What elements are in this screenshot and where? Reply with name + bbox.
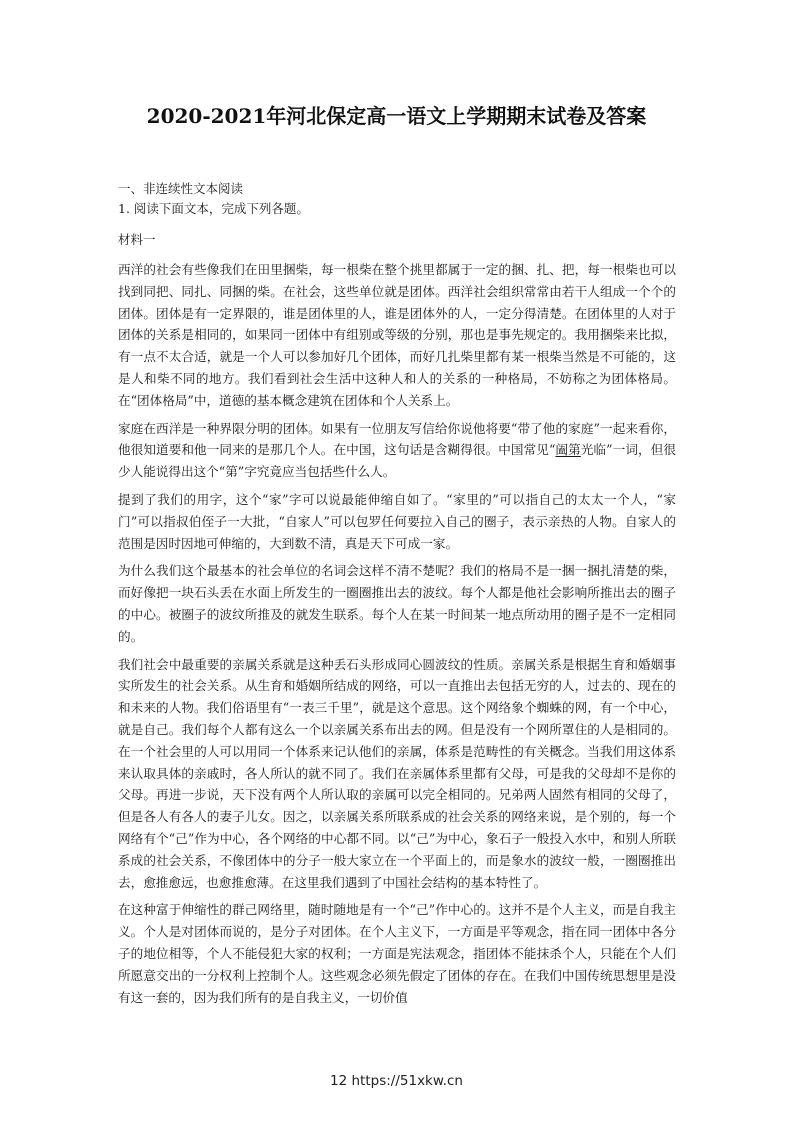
paragraph-family-text-after: 光临”一词，但很少人能说得出这个“第”字究竟应当包括些什么人。 [118, 442, 676, 480]
paragraph-ripple-pattern: 为什么我们这个最基本的社会单位的名词会这样不清不楚呢？我们的格局不是一捆一捆扎清楚的柴，而好像把一块石头丢在水面上所发生的一圈圈推出去的波纹。每个人都是他社会影响所推出去的圈子的中心。被圈子的波纹所推及的就发生联系。每个人在某一时间某一地点所动用的圈子是不一定相同的。 [118, 563, 676, 644]
section-heading: 一、非连续性文本阅读 [118, 181, 244, 196]
underlined-term: 阖第 [555, 442, 581, 458]
paragraph-egoism: 在这种富于伸缩性的群己网络里，随时随地是有一个“己”作中心的。这并不是个人主义，而是自我主义。个人是对团体而说的，是分子对团体。在个人主义下，一方面是平等观念，指在同一团体中各分子的地位相等，个人不能侵犯大家的权利；一方面是宪法观念，指团体不能抹杀个人，只能在个人们所愿意交出的一分权利上控制个人。这些观念必须先假定了团体的存在。在我们中国传统思想里是没有这一套的，因为我们所有的是自我主义，一切价值 [118, 902, 676, 1005]
paragraph-family [118, 418, 676, 483]
document-body [118, 179, 676, 1014]
question-prompt: 1. 阅读下面文本，完成下列各题。 [118, 201, 309, 216]
paragraph-family-text-before: 家庭在西洋是一种界限分明的团体。如果有一位朋友写信给你说他将要“带了他的家庭”一起来看你，他很知道要和他一同来的是那几个人。在中国，这句话是含糊得很。中国常见“ [118, 420, 676, 458]
paragraph-jia-word: 提到了我们的用字，这个“家”字可以说最能伸缩自如了。“家里的”可以指自己的太太一个人，“家门”可以指叔伯侄子一大批，“自家人”可以包罗任何要拉入自己的圈子，表示亲热的人物。自家人的范围是因时因地可伸缩的，大到数不清，真是天下可成一家。 [118, 491, 676, 551]
page-footer: 12 https://51xkw.cn [330, 1073, 463, 1089]
document-title: 2020-2021年河北保定高一语文上学期期末试卷及答案 [146, 104, 647, 128]
material-label: 材料一 [118, 232, 156, 247]
paragraph-western-society: 西洋的社会有些像我们在田里捆柴，每一根柴在整个挑里都属于一定的捆、扎、把，每一根柴也可以找到同把、同扎、同捆的柴。在社会，这些单位就是团体。西洋社会组织常常由若干人组成一个个的团体。团体是有一定界限的，谁是团体里的人，谁是团体外的人，一定分得清楚。在团体里的人对于团体的关系是相同的，如果同一团体中有组别或等级的分别，那也是事先规定的。我用捆柴来比拟，有一点不太合适，就是一个人可以参加好几个团体，而好几扎柴里都有某一根柴当然是不可能的，这是人和柴不同的地方。我们看到社会生活中这种人和人的关系的一种格局，不妨称之为团体格局。在“团体格局”中，道德的基本概念建筑在团体和个人关系上。 [118, 262, 676, 408]
paragraph-kinship: 我们社会中最重要的亲属关系就是这种丢石头形成同心圆波纹的性质。亲属关系是根据生育和婚姻事实所发生的社会关系。从生育和婚姻所结成的网络，可以一直推出去包括无穷的人，过去的、现在的和未来的人物。我们俗语里有“一表三千里”，就是这个意思。这个网络象个蜘蛛的网，有一个中心，就是自己。我们每个人都有这么一个以亲属关系布出去的网。但是没有一个网所罩住的人是相同的。在一个社会里的人可以用同一个体系来记认他们的亲属，体系是范畴性的有关概念。当我们用这体系来认取具体的亲戚时，各人所认的就不同了。我们在亲属体系里都有父母，可是我的父母却不是你的父母。再进一步说，天下没有两个人所认取的亲属可以完全相同的。兄弟两人固然有相同的父母了，但是各人有各人的妻子儿女。因之，以亲属关系所联系成的社会关系的网络来说，是个别的，每一个网络有个“己”作为中心，各个网络的中心都不同。以“己”为中心，象石子一般投入水中，和别人所联系成的社会关系，不像团体中的分子一般大家立在一个平面上的，而是象水的波纹一般，一圈圈推出去，愈推愈远，也愈推愈薄。在这里我们遇到了中国社会结构的基本特性了。 [118, 656, 676, 890]
